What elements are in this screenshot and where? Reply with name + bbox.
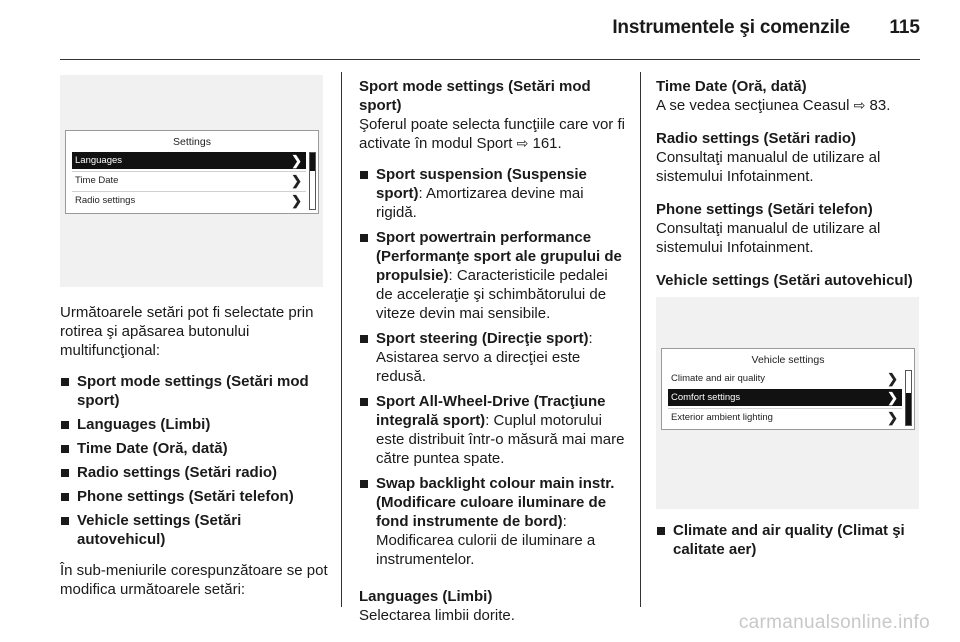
page-header-title: Instrumentele şi comenzile — [612, 17, 850, 38]
sport-settings-list — [359, 165, 627, 569]
column-2-text — [359, 77, 627, 637]
page-reference: 161. — [532, 135, 562, 152]
scrollbar-thumb — [310, 153, 315, 171]
time-date-paragraph — [656, 96, 922, 115]
vehicle-row-comfort — [668, 389, 902, 406]
settings-row-label: Languages — [75, 155, 123, 166]
languages-text: Selectarea limbii dorite. — [359, 607, 515, 624]
settings-display — [65, 130, 319, 214]
column-divider-2 — [640, 72, 641, 607]
page-reference: 83. — [869, 97, 891, 114]
sport-mode-text: Şoferul poate selecta funcţiile care vor fi activate în modul Sport — [359, 116, 625, 152]
settings-screen-illustration — [60, 75, 323, 287]
sport-mode-paragraph — [359, 115, 627, 153]
chevron-right-icon: ❯ — [887, 390, 898, 405]
list-item — [359, 392, 627, 468]
item-description: : Caracteristicile pedalei de acceleraţie şi schimbătorului de viteze devin mai sensibile. — [376, 267, 608, 322]
settings-list — [60, 372, 330, 549]
chevron-right-icon: ❯ — [887, 371, 898, 386]
vehicle-row-exterior-lighting — [668, 409, 902, 426]
radio-settings-heading: Radio settings (Setări radio) — [656, 130, 857, 147]
sport-mode-heading: Sport mode settings (Setări mod sport) — [359, 78, 591, 114]
column-3-text — [656, 77, 922, 302]
item-title: Swap backlight colour main instr. (Modificare culoare iluminare de fond instrumente de bord) — [376, 475, 615, 530]
item-description: : Amortizarea devine mai rigidă. — [376, 185, 584, 221]
chevron-right-icon: ❯ — [291, 193, 302, 208]
vehicle-settings-screen-illustration — [656, 297, 919, 509]
settings-row-label: Exterior ambient lighting — [671, 412, 773, 423]
list-item: Vehicle settings (Setări autovehicul) — [60, 511, 330, 549]
list-item — [359, 329, 627, 386]
vehicle-settings-scrollbar — [905, 370, 912, 426]
item-title: Sport suspension (Suspensie sport) — [376, 166, 587, 202]
vehicle-settings-list — [656, 521, 922, 559]
list-item — [359, 474, 627, 569]
item-title: Sport steering (Direcţie sport) — [376, 330, 589, 347]
settings-row-label: Comfort settings — [671, 392, 741, 403]
arrow-right-outline-icon: ⇨ — [853, 97, 866, 113]
list-item: Phone settings (Setări telefon) — [60, 487, 330, 506]
phone-settings-text: Consultaţi manualul de utilizare al sistemului Infotainment. — [656, 220, 881, 256]
item-description: : Cuplul motorului este distribuit într-o măsură mai mare către puntea spate. — [376, 412, 625, 467]
vehicle-row-climate — [668, 370, 902, 387]
header-divider — [60, 59, 920, 60]
settings-row-time-date — [72, 172, 306, 189]
arrow-right-outline-icon: ⇨ — [516, 135, 529, 151]
page-number: 115 — [889, 17, 920, 38]
watermark: carmanualsonline.info — [738, 612, 930, 633]
settings-row-languages — [72, 152, 306, 169]
chevron-right-icon: ❯ — [291, 173, 302, 188]
settings-row-radio-settings — [72, 192, 306, 209]
list-item — [359, 228, 627, 323]
scrollbar-thumb — [906, 393, 911, 425]
settings-row-label: Time Date — [75, 175, 119, 186]
item-title: Sport All-Wheel-Drive (Tracţiune integrală sport) — [376, 393, 606, 429]
vehicle-settings-screen-title: Vehicle settings — [751, 354, 825, 366]
item-title: Sport powertrain performance (Performanţe sport ale grupului de propulsie) — [376, 229, 622, 284]
settings-row-label: Climate and air quality — [671, 373, 765, 384]
chevron-right-icon: ❯ — [291, 153, 302, 168]
list-item: Climate and air quality (Climat şi calitate aer) — [656, 521, 922, 559]
radio-settings-text: Consultaţi manualul de utilizare al sistemului Infotainment. — [656, 149, 881, 185]
column-divider-1 — [341, 72, 342, 607]
list-item: Time Date (Oră, dată) — [60, 439, 330, 458]
phone-settings-heading: Phone settings (Setări telefon) — [656, 201, 873, 218]
list-item — [359, 165, 627, 222]
list-item: Sport mode settings (Setări mod sport) — [60, 372, 330, 410]
languages-heading: Languages (Limbi) — [359, 588, 493, 605]
list-item: Languages (Limbi) — [60, 415, 330, 434]
outro-paragraph: În sub-meniurile corespunzătoare se pot modifica următoarele setări: — [60, 562, 328, 598]
item-description: : Modificarea culorii de iluminare a instrumentelor. — [376, 513, 596, 568]
settings-row-label: Radio settings — [75, 195, 136, 206]
list-item: Radio settings (Setări radio) — [60, 463, 330, 482]
settings-screen-title: Settings — [173, 136, 211, 148]
intro-paragraph: Următoarele setări pot fi selectate prin rotirea şi apăsarea butonului multifuncţional: — [60, 304, 314, 359]
vehicle-settings-heading: Vehicle settings (Setări autovehicul) — [656, 272, 913, 289]
vehicle-settings-display — [661, 348, 915, 430]
time-date-heading: Time Date (Oră, dată) — [656, 78, 807, 95]
column-3-bottom-list — [656, 521, 922, 571]
column-1-text — [60, 303, 330, 611]
settings-scrollbar — [309, 152, 316, 210]
chevron-right-icon: ❯ — [887, 410, 898, 425]
time-date-text: A se vedea secţiunea Ceasul — [656, 97, 850, 114]
item-description: : Asistarea servo a direcţiei este redusă. — [376, 330, 593, 385]
